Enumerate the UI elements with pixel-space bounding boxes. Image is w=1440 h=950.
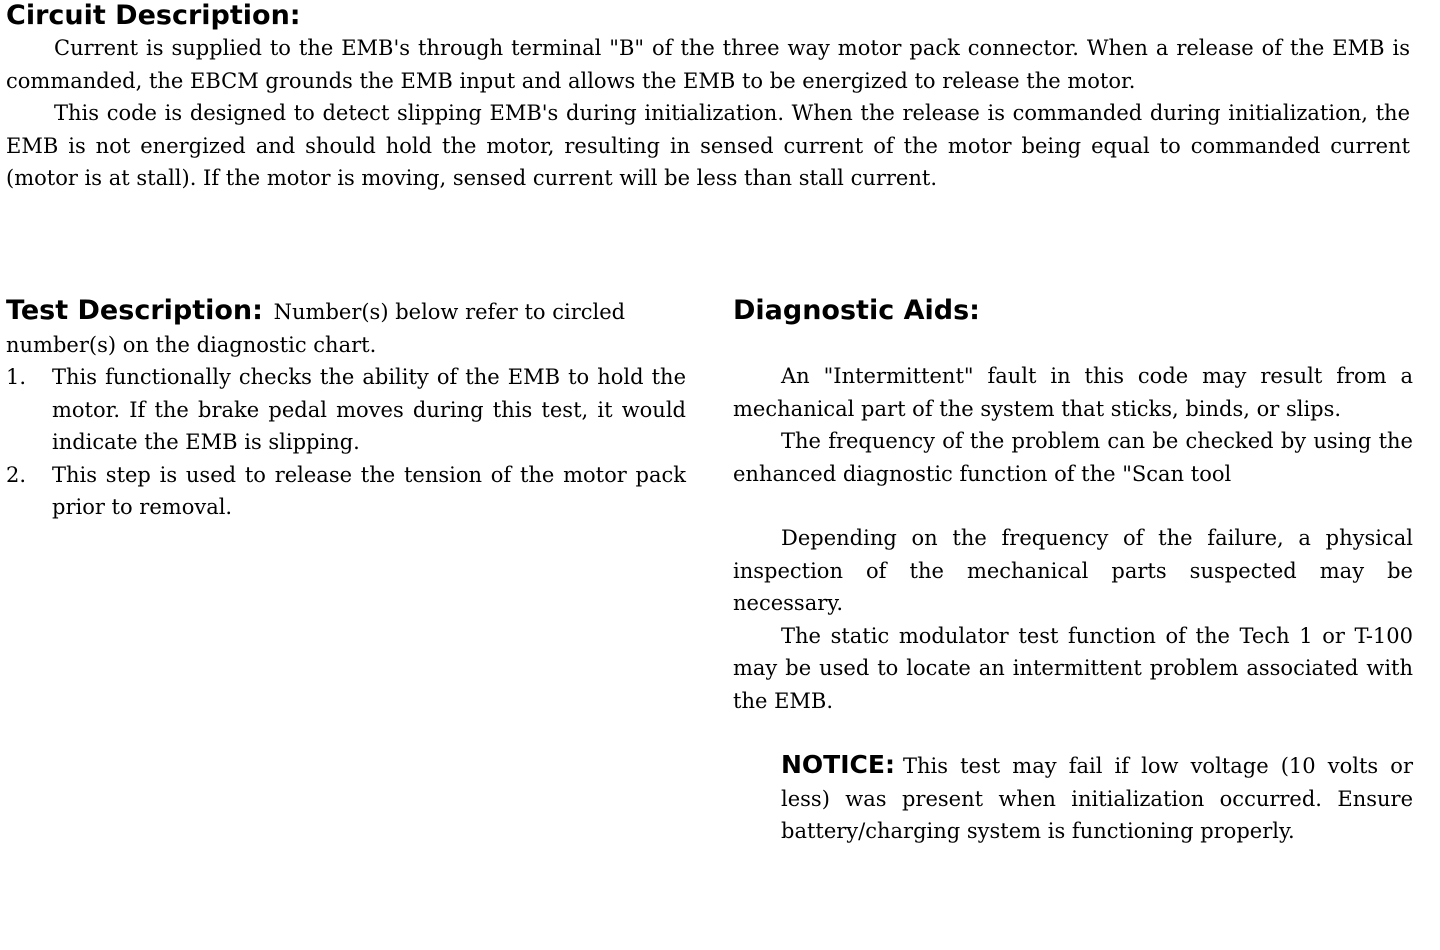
circuit-description-heading: Circuit Description: — [6, 0, 301, 31]
test-description-intro: Number(s) below refer to circled number(s) on the diagnostic chart. — [6, 300, 626, 357]
circuit-description-paragraph: Current is supplied to the EMB's through terminal "B" of the three way motor pack connector. When a release of the EMB is commanded, the EBCM grounds the EMB input and allows the EMB to be energized to release the motor. — [6, 36, 1410, 93]
diagnostic-aids-paragraph: The static modulator test function of the Tech 1 or T-100 may be used to locate an intermittent problem associated with the EMB. — [733, 623, 1413, 713]
list-item — [6, 361, 686, 459]
diagnostic-aids-paragraph: The frequency of the problem can be checked by using the enhanced diagnostic function of the "Scan tool — [733, 429, 1413, 486]
diagnostic-aids-heading: Diagnostic Aids: — [733, 295, 980, 326]
test-description-intro-block — [6, 295, 686, 361]
circuit-description-section — [6, 0, 1410, 195]
test-description-heading: Test Description: — [6, 295, 263, 326]
list-item-text: This functionally checks the ability of the EMB to hold the motor. If the brake pedal moves during this test, it would indicate the EMB is slipping. — [52, 365, 686, 454]
notice-label: NOTICE: — [781, 750, 895, 779]
list-item-number: 2. — [6, 462, 27, 487]
test-description-section — [6, 295, 686, 524]
paragraph-spacer — [733, 717, 1413, 749]
notice-block — [781, 749, 1413, 848]
list-item — [6, 459, 686, 524]
list-item-number: 1. — [6, 365, 27, 389]
circuit-description-paragraph: This code is designed to detect slipping EMB's during initialization. When the release is commanded during initialization, the EMB is not energized and should hold the motor, resulting in sensed current of the motor being equal to commanded current (motor is at stall). If the motor is moving, sensed current will be less than stall current. — [6, 101, 1410, 190]
notice-text: This test may fail if low voltage (10 volts or less) was present when initialization occurred. Ensure battery/charging system is functioning properly. — [781, 754, 1413, 843]
diagnostic-aids-paragraph: An "Intermittent" fault in this code may result from a mechanical part of the system that sticks, binds, or slips. — [733, 364, 1413, 421]
diagnostic-aids-section — [733, 295, 1413, 848]
list-item-text: This step is used to release the tension of the motor pack prior to removal. — [52, 462, 686, 519]
paragraph-spacer — [733, 490, 1413, 522]
diagnostic-aids-paragraph: Depending on the frequency of the failure, a physical inspection of the mechanical parts suspected may be necessary. — [733, 526, 1413, 615]
